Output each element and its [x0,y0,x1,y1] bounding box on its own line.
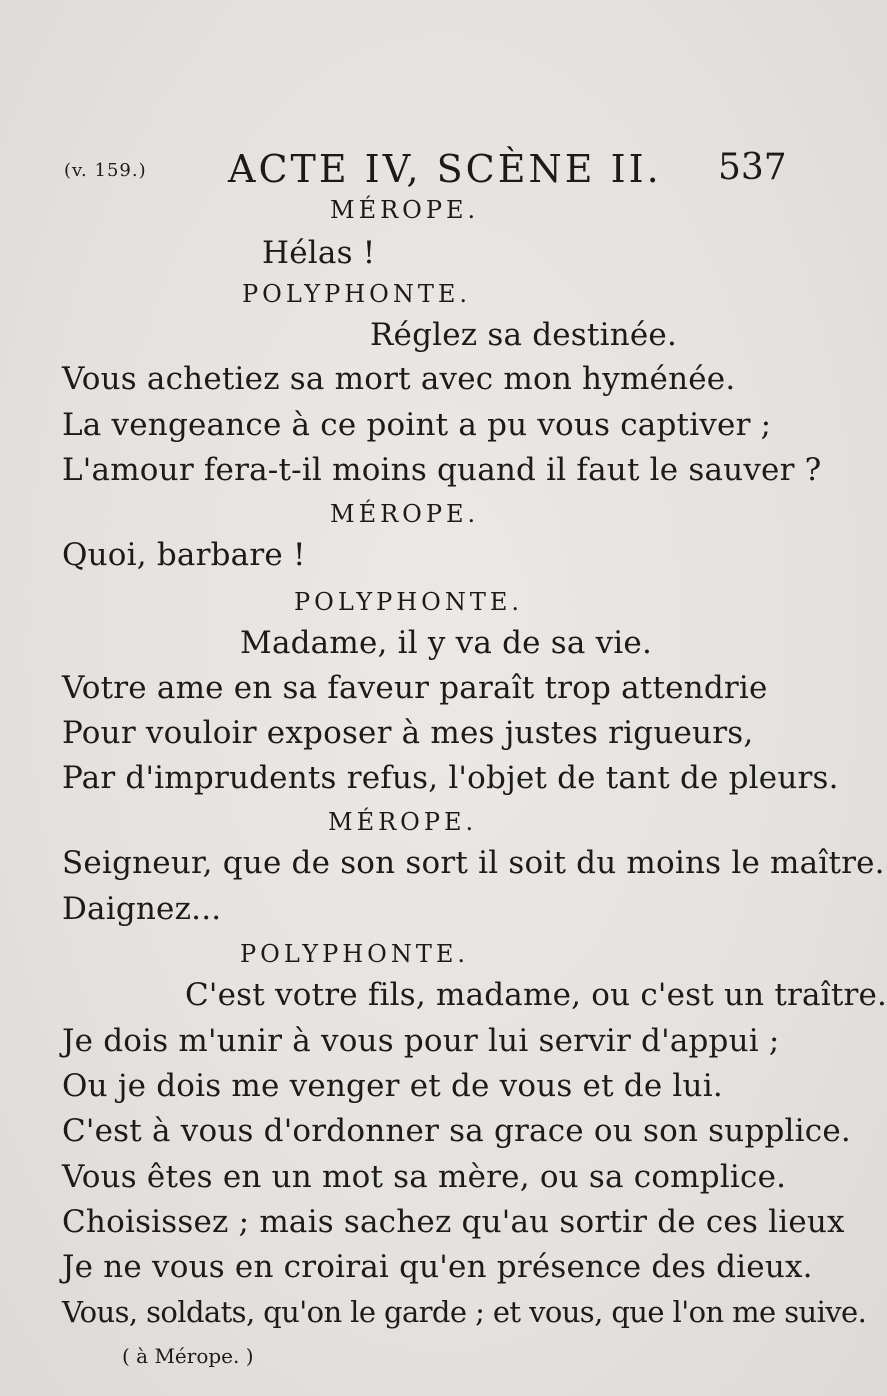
speaker-polyphonte: POLYPHONTE. [240,940,469,968]
verse-line: Par d'imprudents refus, l'objet de tant de pleurs. [62,760,839,796]
running-header [0,147,800,191]
verse-line: Je dois m'unir à vous pour lui servir d'appui ; [62,1023,780,1059]
speaker-polyphonte: POLYPHONTE. [242,280,471,308]
page-number: 537 [718,147,787,188]
verse-reference: (v. 159.) [64,160,147,181]
stage-direction: ( à Mérope. ) [122,1344,254,1368]
verse-line: Madame, il y va de sa vie. [240,625,653,661]
verse-line: Votre ame en sa faveur paraît trop attendrie [62,670,768,706]
verse-line: Vous êtes en un mot sa mère, ou sa complice. [62,1159,787,1195]
speaker-merope: MÉROPE. [330,500,480,528]
verse-line: Seigneur, que de son sort il soit du moins le maître. [62,845,885,881]
verse-line: Hélas ! [262,235,376,271]
verse-line: Vous, soldats, qu'on le garde ; et vous, que l'on me suive. [62,1295,867,1329]
verse-line: Je ne vous en croirai qu'en présence des dieux. [62,1249,813,1285]
verse-line: Quoi, barbare ! [62,537,306,573]
speaker-polyphonte: POLYPHONTE. [294,588,523,616]
verse-line: Vous achetiez sa mort avec mon hyménée. [62,361,736,397]
verse-line: Ou je dois me venger et de vous et de lui. [62,1068,723,1104]
verse-line: Daignez... [62,891,222,927]
verse-line: La vengeance à ce point a pu vous captiver ; [62,407,772,443]
verse-line: Réglez sa destinée. [370,317,678,353]
verse-line: C'est à vous d'ordonner sa grace ou son supplice. [62,1113,851,1149]
verse-line: Choisissez ; mais sachez qu'au sortir de ces lieux [62,1204,845,1240]
running-title: ACTE IV, SCÈNE II. [228,147,662,191]
speaker-merope: MÉROPE. [330,196,480,224]
speaker-merope: MÉROPE. [328,808,478,836]
verse-line: C'est votre fils, madame, ou c'est un traître. [185,977,887,1013]
verse-line: Pour vouloir exposer à mes justes rigueurs, [62,715,754,751]
verse-line: L'amour fera-t-il moins quand il faut le sauver ? [62,452,822,488]
